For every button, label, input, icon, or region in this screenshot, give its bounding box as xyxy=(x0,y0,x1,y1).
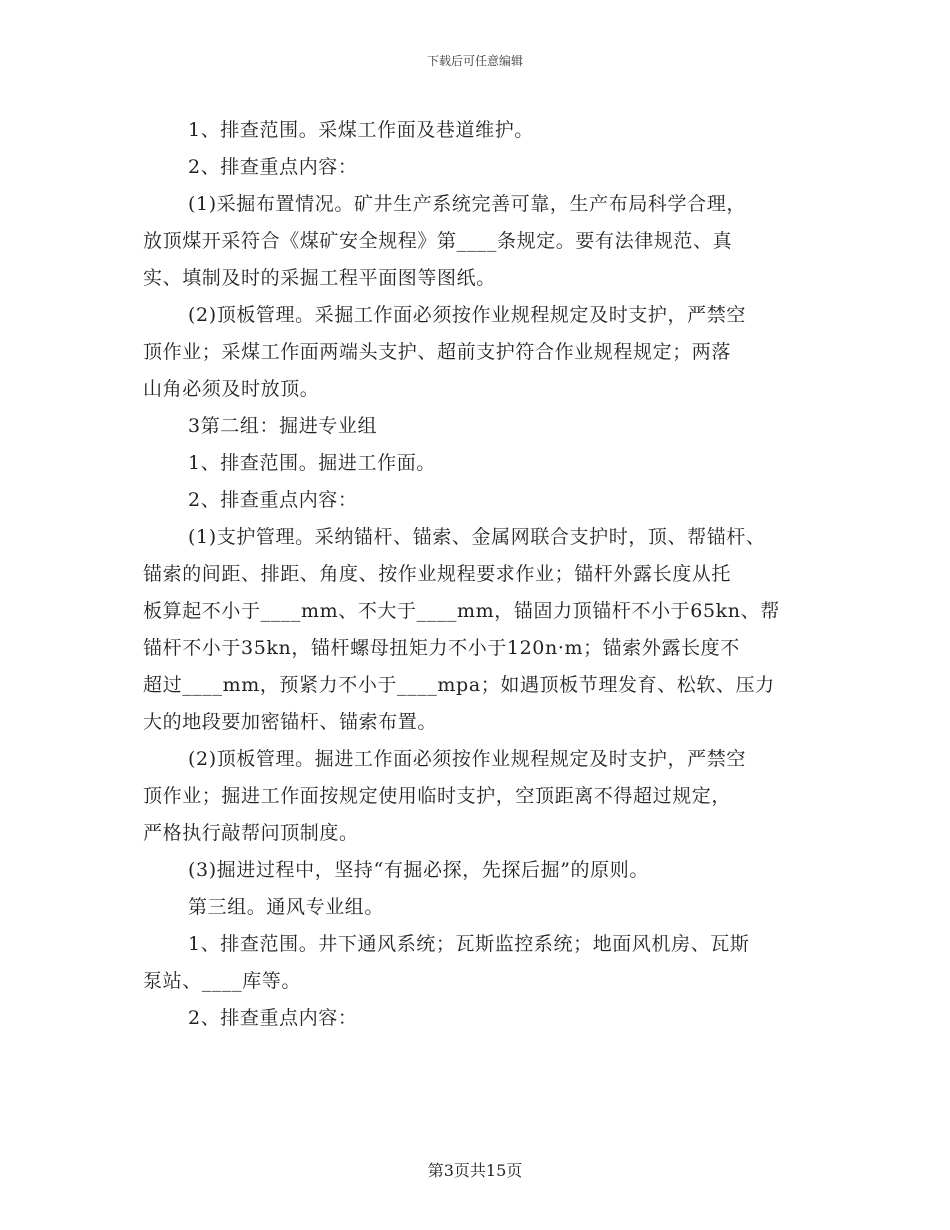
paragraph-line: 超过____mm，预紧力不小于____mpa；如遇顶板节理发育、松软、压力 xyxy=(143,674,775,696)
paragraph-line: (3)掘进过程中，坚持“有掘必探，先探后掘”的原则。 xyxy=(188,859,649,881)
paragraph-line: 2、排查重点内容： xyxy=(188,489,358,511)
paragraph-line: 板算起不小于____mm、不大于____mm，锚固力顶锚杆不小于65kn、帮 xyxy=(143,600,780,622)
paragraph-line: 顶作业；采煤工作面两端头支护、超前支护符合作业规程规定；两落 xyxy=(143,341,732,363)
section-heading: 3第二组：掘进专业组 xyxy=(188,415,378,437)
paragraph-line: 大的地段要加密锚杆、锚索布置。 xyxy=(143,711,438,733)
paragraph-line: 1、排查范围。掘进工作面。 xyxy=(188,452,436,474)
section-heading: 第三组。通风专业组。 xyxy=(188,896,385,918)
paragraph-line: 放顶煤开采符合《煤矿安全规程》第____条规定。要有法律规范、真 xyxy=(143,230,733,252)
page-number: 第3页共15页 xyxy=(427,1161,523,1180)
paragraph-line: 2、排查重点内容： xyxy=(188,1007,358,1029)
paragraph-line: 实、填制及时的采掘工程平面图等图纸。 xyxy=(143,267,496,289)
paragraph-line: 1、排查范围。采煤工作面及巷道维护。 xyxy=(188,119,534,141)
paragraph-line: 严格执行敲帮问顶制度。 xyxy=(143,822,359,844)
paragraph-line: 2、排查重点内容： xyxy=(188,156,358,178)
paragraph-line: (1)采掘布置情况。矿井生产系统完善可靠，生产布局科学合理， xyxy=(188,193,746,215)
paragraph-line: 锚索的间距、排距、角度、按作业规程要求作业；锚杆外露长度从托 xyxy=(143,563,732,585)
paragraph-line: 顶作业；掘进工作面按规定使用临时支护，空顶距离不得超过规定， xyxy=(143,785,732,807)
paragraph-line: (1)支护管理。采纳锚杆、锚索、金属网联合支护时，顶、帮锚杆、 xyxy=(188,526,766,548)
paragraph-line: 1、排查范围。井下通风系统；瓦斯监控系统；地面风机房、瓦斯 xyxy=(188,933,750,955)
paragraph-line: (2)顶板管理。采掘工作面必须按作业规程规定及时支护，严禁空 xyxy=(188,304,746,326)
paragraph-line: 锚杆不小于35kn，锚杆螺母扭矩力不小于120n·m；锚索外露长度不 xyxy=(143,637,740,659)
paragraph-line: 泵站、____库等。 xyxy=(143,970,302,992)
paragraph-line: 山角必须及时放顶。 xyxy=(143,378,320,400)
page-header: 下载后可任意编辑 xyxy=(426,54,523,68)
document-body xyxy=(143,112,833,1037)
paragraph-line: (2)顶板管理。掘进工作面必须按作业规程规定及时支护，严禁空 xyxy=(188,748,746,770)
